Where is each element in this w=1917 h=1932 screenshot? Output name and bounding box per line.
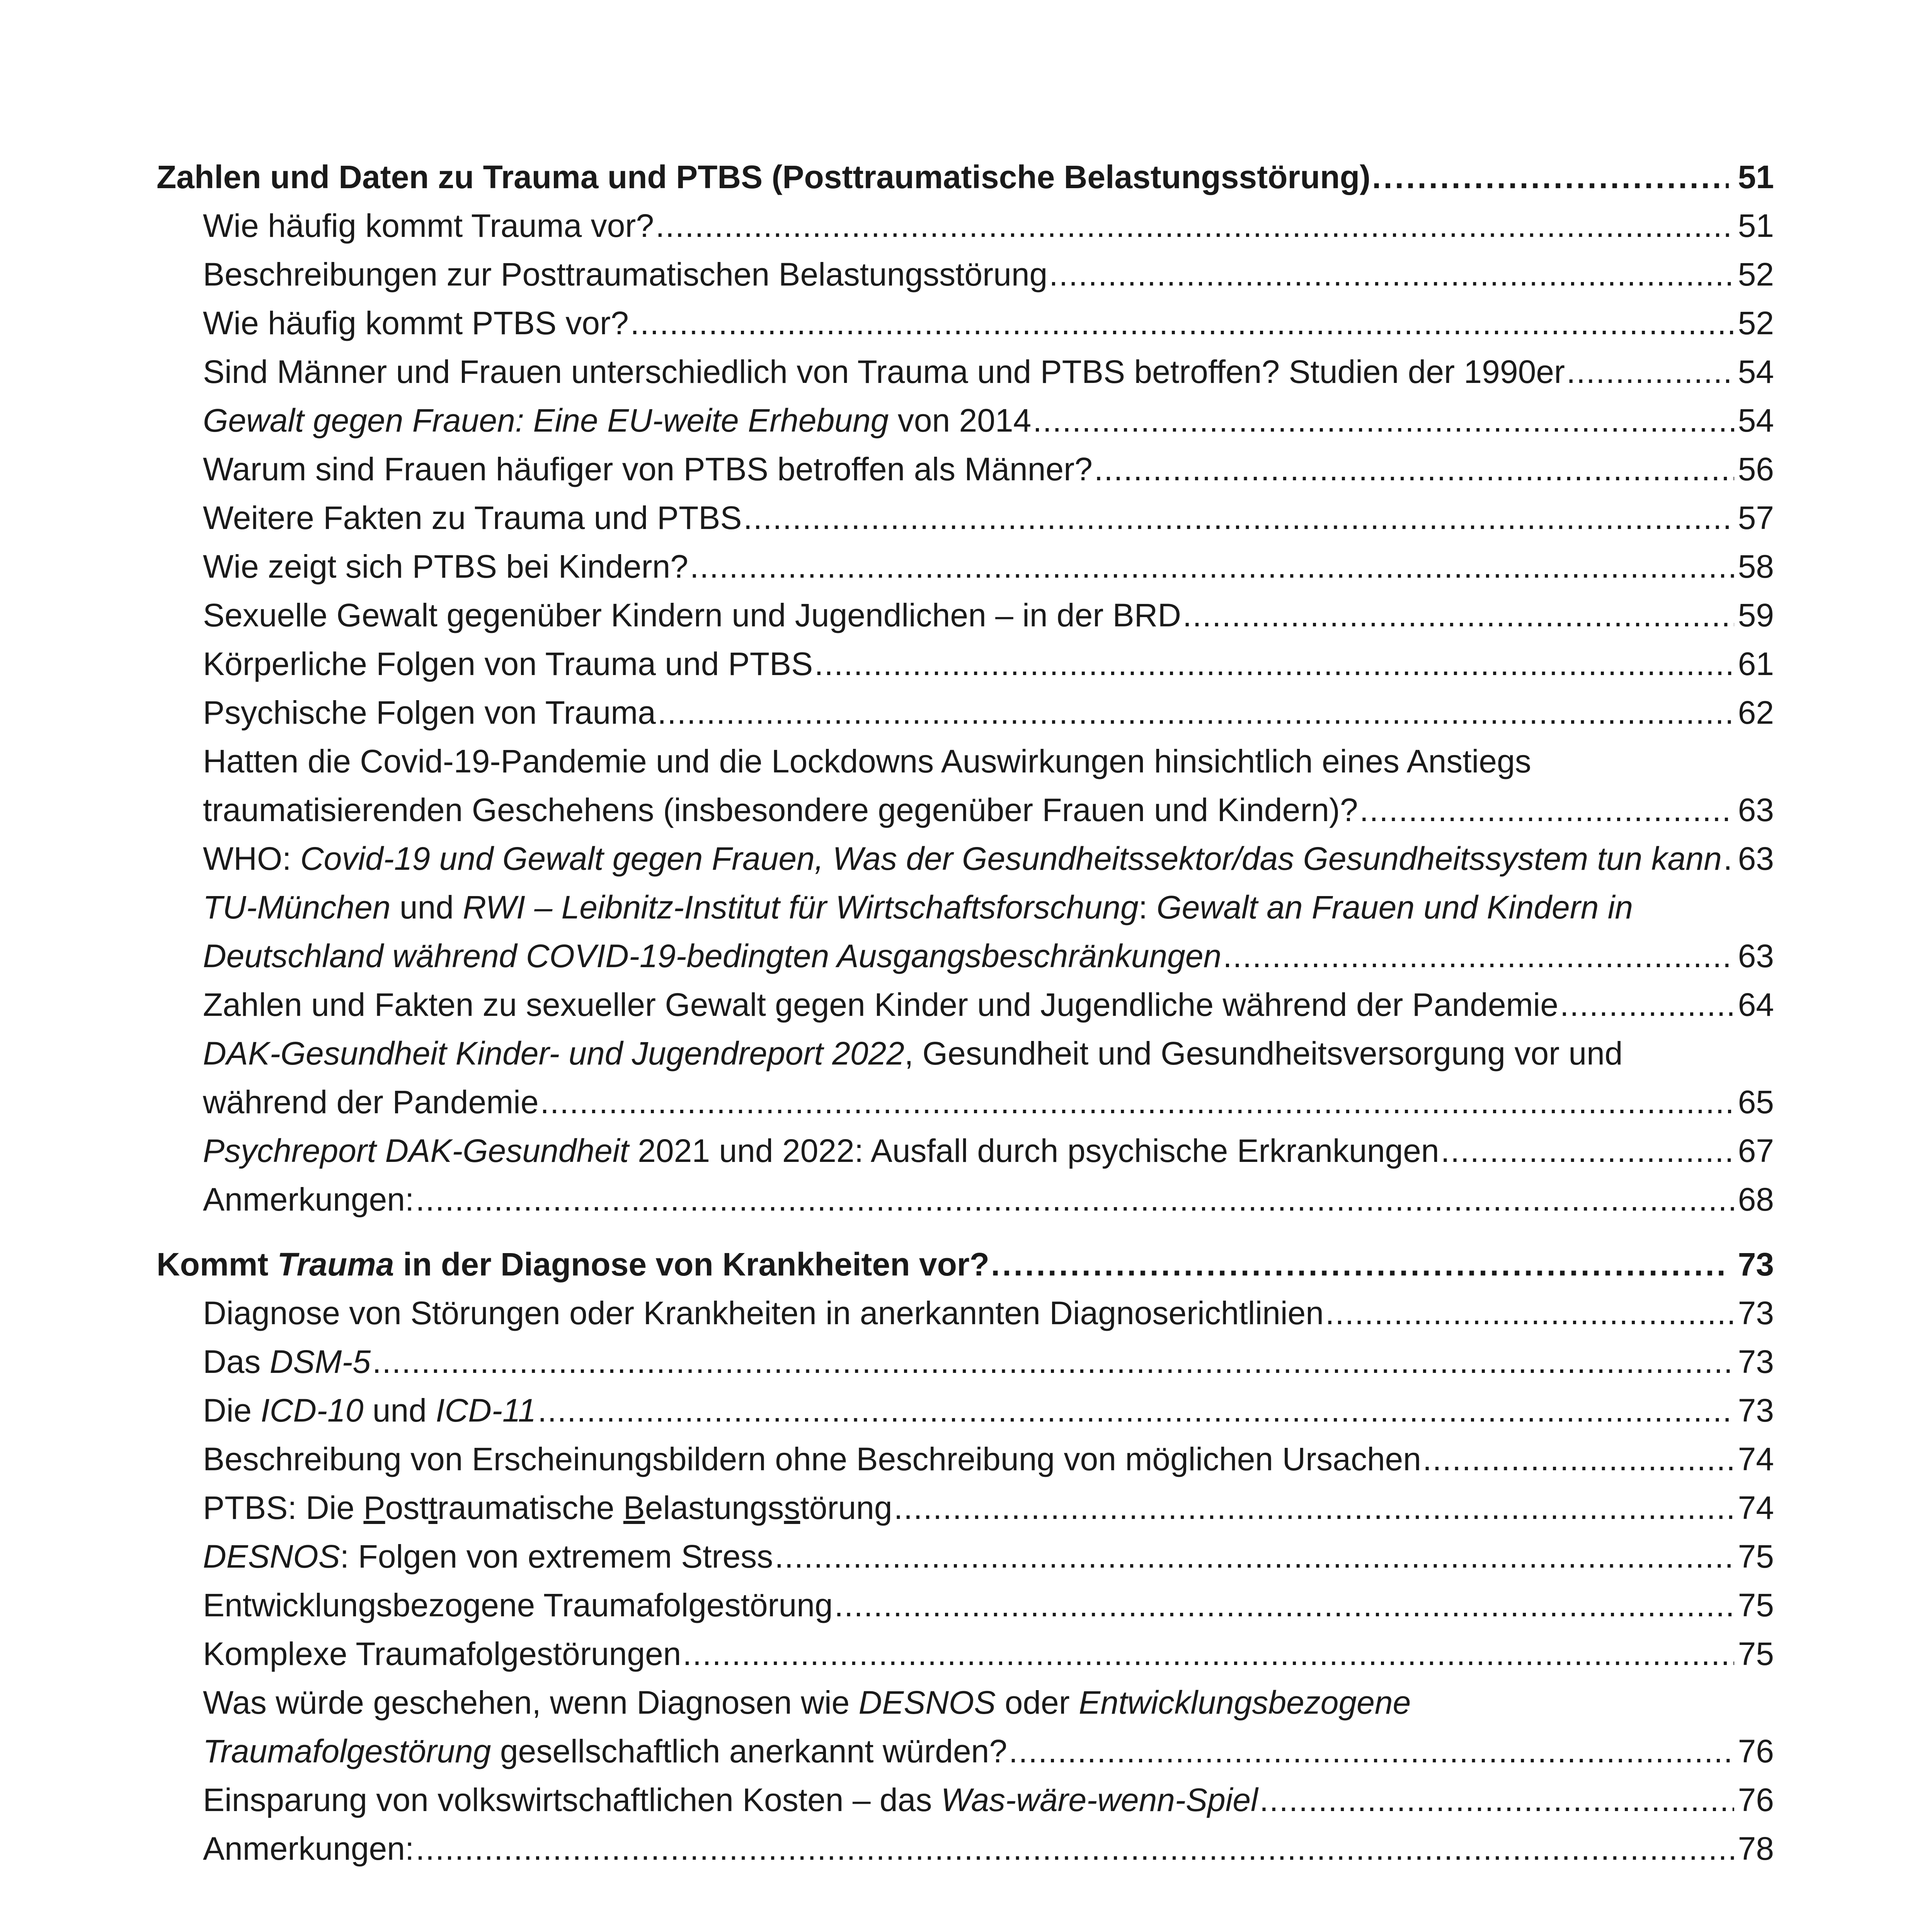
page-number: 62 bbox=[1738, 694, 1774, 731]
entry-title: Beschreibungen zur Posttraumatischen Belastungsstörung bbox=[203, 256, 1048, 293]
section-title-italic: Trauma bbox=[277, 1246, 394, 1282]
dot-leader bbox=[1723, 834, 1734, 883]
entry-title bbox=[203, 834, 1722, 883]
entry-title-line1 bbox=[203, 883, 1774, 932]
toc-entry[interactable] bbox=[157, 883, 1774, 980]
entry-title: Komplexe Traumafolgestörungen bbox=[203, 1636, 681, 1672]
dot-leader bbox=[655, 201, 1734, 250]
toc-entry[interactable] bbox=[157, 1581, 1774, 1629]
page-number: 76 bbox=[1738, 1733, 1774, 1769]
toc-entry[interactable] bbox=[157, 299, 1774, 347]
toc-section-heading[interactable] bbox=[157, 1240, 1774, 1289]
dot-leader bbox=[1183, 591, 1734, 639]
toc-entry[interactable] bbox=[157, 542, 1774, 591]
entry-title: Weitere Fakten zu Trauma und PTBS bbox=[203, 500, 742, 536]
entry-title-underlined: B bbox=[623, 1490, 645, 1526]
toc-entry[interactable] bbox=[157, 737, 1774, 834]
entry-title: Psychische Folgen von Trauma bbox=[203, 694, 656, 731]
entry-title bbox=[203, 1483, 892, 1532]
toc-entry[interactable] bbox=[157, 201, 1774, 250]
toc-entry[interactable] bbox=[157, 1386, 1774, 1435]
entry-title bbox=[203, 1337, 371, 1386]
entry-title-line2: traumatisierenden Geschehens (insbesondere gegenüber Frauen und Kindern)? bbox=[203, 792, 1358, 828]
page-number: 73 bbox=[1738, 1344, 1774, 1380]
page-number: 64 bbox=[1738, 986, 1774, 1023]
dot-leader bbox=[683, 1629, 1734, 1678]
toc-entry[interactable] bbox=[157, 688, 1774, 737]
entry-title-italic: RWI – Leibnitz-Institut für Wirtschaftsforschung bbox=[463, 889, 1139, 925]
page-number: 63 bbox=[1738, 840, 1774, 877]
page-number: 56 bbox=[1738, 451, 1774, 487]
toc-entry[interactable] bbox=[157, 834, 1774, 883]
page-number: 74 bbox=[1738, 1490, 1774, 1526]
toc-entry[interactable] bbox=[157, 1483, 1774, 1532]
dot-leader bbox=[1094, 445, 1734, 493]
entry-title-italic: Covid-19 und Gewalt gegen Frauen, Was der Gesundheitssektor/das Gesundheitssystem tun kann bbox=[300, 840, 1722, 877]
toc-entry[interactable] bbox=[157, 250, 1774, 299]
entry-title-italic: Was-wäre-wenn-Spiel bbox=[941, 1782, 1258, 1818]
toc-entry[interactable] bbox=[157, 1435, 1774, 1483]
dot-leader bbox=[1325, 1289, 1734, 1337]
entry-title-prefix: WHO: bbox=[203, 840, 300, 877]
page-number: 65 bbox=[1738, 1084, 1774, 1120]
page-number: 67 bbox=[1738, 1133, 1774, 1169]
dot-leader bbox=[834, 1581, 1734, 1629]
entry-title-italic: DESNOS bbox=[858, 1684, 996, 1721]
entry-title-italic: ICD-11 bbox=[436, 1392, 536, 1429]
entry-title: Wie häufig kommt Trauma vor? bbox=[203, 207, 654, 244]
entry-title-italic: Gewalt gegen Frauen: Eine EU-weite Erhebung bbox=[203, 402, 889, 439]
entry-title-line2: Deutschland während COVID-19-bedingten Ausgangsbeschränkungen bbox=[203, 938, 1222, 974]
page-number: 68 bbox=[1738, 1181, 1774, 1218]
toc-entry[interactable] bbox=[157, 493, 1774, 542]
entry-title-line1 bbox=[203, 1678, 1774, 1727]
page-number: 57 bbox=[1738, 500, 1774, 536]
entry-title-italic: Psychreport DAK-Gesundheit bbox=[203, 1133, 629, 1169]
entry-title-prefix: Das bbox=[203, 1344, 270, 1380]
entry-title-part: raumatische bbox=[437, 1490, 623, 1526]
dot-leader bbox=[814, 639, 1734, 688]
table-of-contents bbox=[157, 153, 1774, 1932]
section-title: Zahlen und Daten zu Trauma und PTBS (Posttraumatische Belastungsstörung) bbox=[157, 159, 1371, 195]
dot-leader bbox=[1360, 786, 1734, 834]
toc-entry[interactable] bbox=[157, 1289, 1774, 1337]
entry-title-italic: DESNOS bbox=[203, 1538, 340, 1575]
entry-title-rest: und bbox=[363, 1392, 436, 1429]
entry-title-italic: Traumafolgestörung bbox=[203, 1733, 491, 1769]
page-number: 78 bbox=[1738, 1830, 1774, 1867]
dot-leader bbox=[1560, 980, 1734, 1029]
page-number: 61 bbox=[1738, 646, 1774, 682]
entry-title: Diagnose von Störungen oder Krankheiten in anerkannten Diagnoserichtlinien bbox=[203, 1295, 1324, 1331]
dot-leader bbox=[538, 1386, 1734, 1435]
entry-title bbox=[203, 396, 1031, 445]
entry-title-italic: Gewalt an Frauen und Kindern in bbox=[1156, 889, 1633, 925]
entry-title-line1 bbox=[203, 1029, 1774, 1078]
toc-entry[interactable] bbox=[157, 445, 1774, 493]
toc-entry[interactable] bbox=[157, 639, 1774, 688]
entry-title-italic: TU-München bbox=[203, 889, 391, 925]
entry-title-italic: Entwicklungsbezogene bbox=[1079, 1684, 1411, 1721]
entry-title: Anmerkungen: bbox=[203, 1181, 414, 1218]
dot-leader bbox=[1049, 250, 1734, 299]
toc-entry[interactable] bbox=[157, 591, 1774, 639]
entry-title: Sind Männer und Frauen unterschiedlich von Trauma und PTBS betroffen? Studien der 1990er bbox=[203, 354, 1565, 390]
entry-title: Zahlen und Fakten zu sexueller Gewalt gegen Kinder und Jugendliche während der Pandemie bbox=[203, 986, 1558, 1023]
entry-title: Beschreibung von Erscheinungsbildern ohne Beschreibung von möglichen Ursachen bbox=[203, 1441, 1421, 1477]
section-title bbox=[157, 1240, 989, 1289]
page-number: 74 bbox=[1738, 1441, 1774, 1477]
entry-title-rest: von 2014 bbox=[889, 402, 1032, 439]
entry-title-rest: , Gesundheit und Gesundheitsversorgung vor und bbox=[904, 1035, 1623, 1071]
entry-title: Körperliche Folgen von Trauma und PTBS bbox=[203, 646, 813, 682]
dot-leader bbox=[690, 542, 1734, 591]
entry-title bbox=[203, 1776, 1258, 1824]
entry-title-rest: gesellschaftlich anerkannt würden? bbox=[491, 1733, 1007, 1769]
entry-title-part: PTBS: Die bbox=[203, 1490, 364, 1526]
page-number: 73 bbox=[1738, 1246, 1774, 1282]
dot-leader bbox=[1009, 1727, 1734, 1776]
section-title-a: Kommt bbox=[157, 1246, 278, 1282]
dot-leader bbox=[743, 493, 1734, 542]
entry-title: Wie zeigt sich PTBS bei Kindern? bbox=[203, 548, 688, 585]
section-title-b: in der Diagnose von Krankheiten vor? bbox=[394, 1246, 989, 1282]
entry-title-underlined: P bbox=[363, 1490, 385, 1526]
dot-leader bbox=[1372, 153, 1729, 201]
toc-entry[interactable] bbox=[157, 1532, 1774, 1581]
entry-title: Sexuelle Gewalt gegenüber Kindern und Jugendlichen – in der BRD bbox=[203, 597, 1181, 633]
page-number: 51 bbox=[1738, 207, 1774, 244]
dot-leader bbox=[991, 1240, 1729, 1289]
page-number: 75 bbox=[1738, 1538, 1774, 1575]
toc-entry[interactable] bbox=[157, 1175, 1774, 1224]
entry-title-rest: oder bbox=[996, 1684, 1079, 1721]
page-number: 73 bbox=[1738, 1392, 1774, 1429]
entry-title-rest: : Folgen von extremem Stress bbox=[340, 1538, 773, 1575]
toc-entry[interactable] bbox=[157, 1029, 1774, 1126]
page-number: 54 bbox=[1738, 402, 1774, 439]
toc-entry[interactable] bbox=[157, 980, 1774, 1029]
toc-section-heading[interactable] bbox=[157, 153, 1774, 201]
entry-title bbox=[203, 1532, 773, 1581]
toc-entry[interactable] bbox=[157, 1337, 1774, 1386]
page-number: 75 bbox=[1738, 1587, 1774, 1623]
page-number: 51 bbox=[1738, 159, 1774, 195]
spacer bbox=[157, 1873, 1774, 1932]
entry-title-part: ost bbox=[385, 1490, 429, 1526]
toc-entry[interactable] bbox=[157, 1776, 1774, 1824]
toc-entry[interactable] bbox=[157, 347, 1774, 396]
entry-title-line1: Hatten die Covid-19-Pandemie und die Lockdowns Auswirkungen hinsichtlich eines Anstiegs bbox=[203, 743, 1531, 779]
dot-leader bbox=[415, 1175, 1734, 1224]
entry-title-part: elastungs bbox=[645, 1490, 784, 1526]
entry-title: Anmerkungen: bbox=[203, 1830, 414, 1867]
dot-leader bbox=[630, 299, 1734, 347]
dot-leader bbox=[1423, 1435, 1734, 1483]
entry-title: Entwicklungsbezogene Traumafolgestörung bbox=[203, 1587, 833, 1623]
page-number: 63 bbox=[1738, 938, 1774, 974]
page-number: 59 bbox=[1738, 597, 1774, 633]
entry-title-part: törung bbox=[800, 1490, 892, 1526]
entry-title-italic: DSM-5 bbox=[269, 1344, 371, 1380]
entry-title: Wie häufig kommt PTBS vor? bbox=[203, 305, 629, 341]
toc-entry[interactable] bbox=[157, 1678, 1774, 1776]
dot-leader bbox=[1441, 1126, 1734, 1175]
spacer bbox=[157, 1224, 1774, 1240]
dot-leader bbox=[1260, 1776, 1734, 1824]
page-number: 52 bbox=[1738, 305, 1774, 341]
entry-title-line2: während der Pandemie bbox=[203, 1084, 539, 1120]
entry-title-rest: und bbox=[390, 889, 463, 925]
entry-title-italic: ICD-10 bbox=[260, 1392, 364, 1429]
toc-entry[interactable] bbox=[157, 1824, 1774, 1873]
entry-title-underlined: t bbox=[428, 1490, 438, 1526]
dot-leader bbox=[1566, 347, 1734, 396]
page-number: 54 bbox=[1738, 354, 1774, 390]
page-number: 76 bbox=[1738, 1782, 1774, 1818]
dot-leader bbox=[1223, 932, 1734, 980]
entry-title: Warum sind Frauen häufiger von PTBS betroffen als Männer? bbox=[203, 451, 1093, 487]
entry-title-rest: 2021 und 2022: Ausfall durch psychische Erkrankungen bbox=[628, 1133, 1439, 1169]
page-number: 63 bbox=[1738, 792, 1774, 828]
dot-leader bbox=[657, 688, 1734, 737]
entry-title-underlined: s bbox=[784, 1490, 800, 1526]
dot-leader bbox=[894, 1483, 1734, 1532]
entry-title bbox=[203, 1386, 536, 1435]
entry-title-rest: : bbox=[1138, 889, 1157, 925]
entry-title bbox=[203, 1126, 1439, 1175]
entry-title-rest: Was würde geschehen, wenn Diagnosen wie bbox=[203, 1684, 859, 1721]
entry-title-line2 bbox=[203, 1727, 1007, 1776]
dot-leader bbox=[1033, 396, 1734, 445]
page-number: 52 bbox=[1738, 256, 1774, 293]
dot-leader bbox=[775, 1532, 1734, 1581]
entry-title-italic: DAK-Gesundheit Kinder- und Jugendreport 2022 bbox=[203, 1035, 904, 1071]
dot-leader bbox=[372, 1337, 1734, 1386]
dot-leader bbox=[415, 1824, 1734, 1873]
entry-title-prefix: Die bbox=[203, 1392, 261, 1429]
dot-leader bbox=[540, 1078, 1734, 1126]
toc-entry[interactable] bbox=[157, 396, 1774, 445]
toc-entry[interactable] bbox=[157, 1126, 1774, 1175]
toc-entry[interactable] bbox=[157, 1629, 1774, 1678]
page-number: 73 bbox=[1738, 1295, 1774, 1331]
entry-title-rest: Einsparung von volkswirtschaftlichen Kosten – das bbox=[203, 1782, 941, 1818]
page-number: 75 bbox=[1738, 1636, 1774, 1672]
page-number: 58 bbox=[1738, 548, 1774, 585]
